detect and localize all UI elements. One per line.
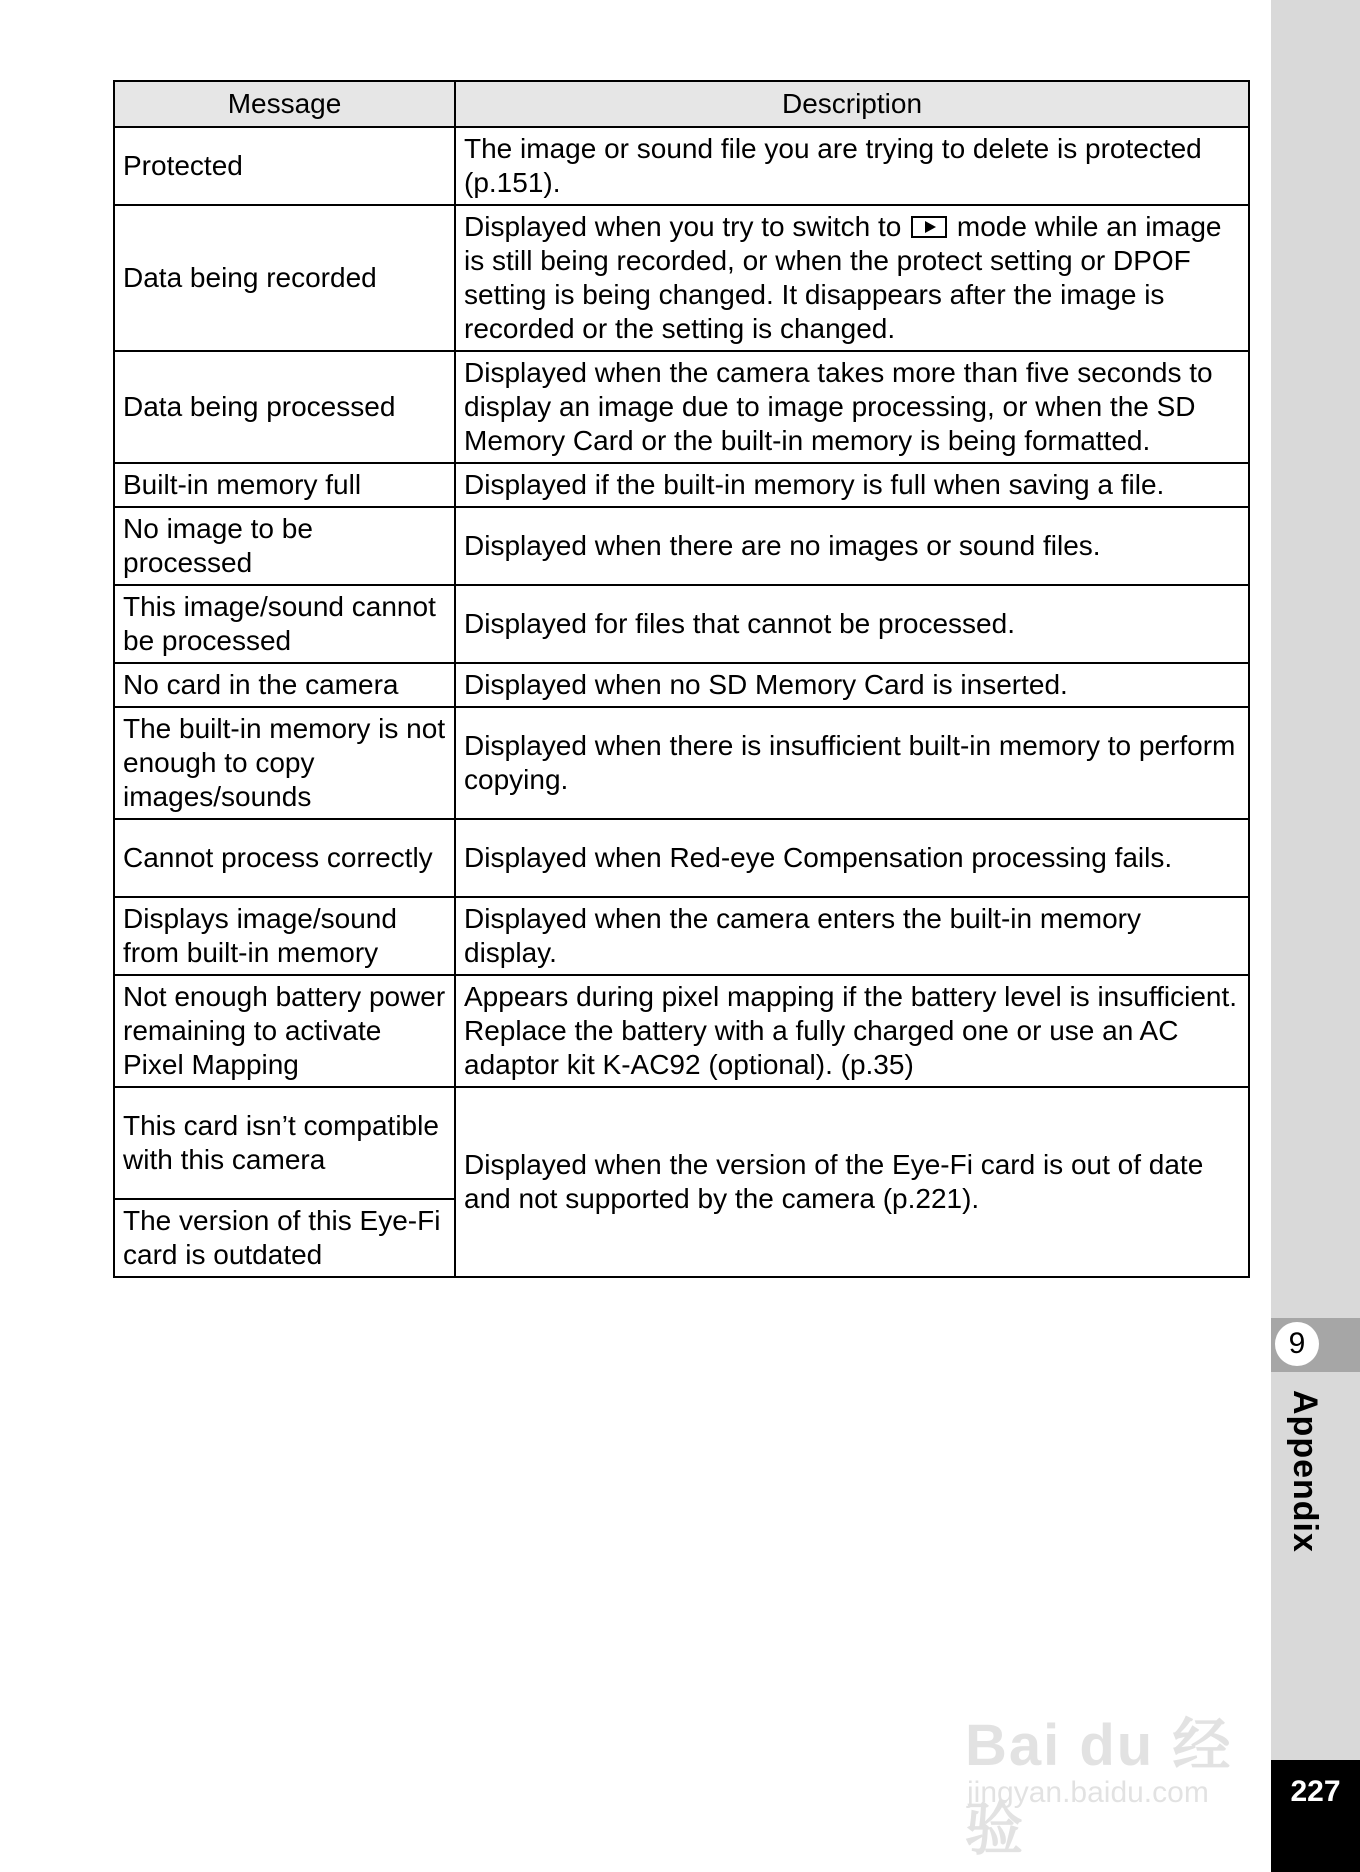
message-cell: This card isn’t compatible with this camera — [114, 1087, 455, 1199]
description-text: mode while an image is still being recorded, or when the protect setting or DPOF setting is being changed. It disappears after the image is recorded or the setting is changed. — [464, 211, 1222, 344]
message-cell: Displays image/sound from built-in memory — [114, 897, 455, 975]
message-cell: The built-in memory is not enough to copy images/sounds — [114, 707, 455, 819]
description-cell: Appears during pixel mapping if the battery level is insufficient. Replace the battery with a fully charged one or use an AC adaptor kit K-AC92 (optional). (p.35) — [455, 975, 1249, 1087]
description-cell: Displayed when the camera enters the built-in memory display. — [455, 897, 1249, 975]
column-header-description: Description — [455, 81, 1249, 127]
table-row — [114, 707, 1249, 819]
chapter-number-badge: 9 — [1275, 1322, 1319, 1366]
description-cell: Displayed when there is insufficient built-in memory to perform copying. — [455, 707, 1249, 819]
chapter-title: Appendix — [1286, 1390, 1324, 1553]
message-cell: Data being recorded — [114, 205, 455, 351]
playback-mode-icon — [911, 216, 947, 238]
message-cell: Cannot process correctly — [114, 819, 455, 897]
table-row — [114, 663, 1249, 707]
table-row — [114, 507, 1249, 585]
chapter-sidebar — [1271, 0, 1360, 1872]
description-cell: Displayed for files that cannot be processed. — [455, 585, 1249, 663]
table-row — [114, 897, 1249, 975]
message-cell: Built-in memory full — [114, 463, 455, 507]
watermark-url: jingyan.baidu.com — [967, 1776, 1209, 1809]
table-row — [114, 975, 1249, 1087]
table-row — [114, 351, 1249, 463]
description-cell: Displayed when the camera takes more than five seconds to display an image due to image processing, or when the SD Memory Card or the built-in memory is being formatted. — [455, 351, 1249, 463]
message-cell: No card in the camera — [114, 663, 455, 707]
description-cell: Displayed when no SD Memory Card is inserted. — [455, 663, 1249, 707]
description-cell: The image or sound file you are trying to delete is protected (p.151). — [455, 127, 1249, 205]
description-cell: Displayed when there are no images or sound files. — [455, 507, 1249, 585]
error-message-table — [113, 80, 1250, 1278]
message-cell: The version of this Eye-Fi card is outdated — [114, 1199, 455, 1277]
table-row — [114, 463, 1249, 507]
description-cell: Displayed when Red-eye Compensation processing fails. — [455, 819, 1249, 897]
watermark — [965, 1668, 1265, 1862]
table-row — [114, 1087, 1249, 1199]
table-row — [114, 205, 1249, 351]
message-cell: This image/sound cannot be processed — [114, 585, 455, 663]
table-row — [114, 127, 1249, 205]
table-row — [114, 585, 1249, 663]
column-header-message: Message — [114, 81, 455, 127]
description-cell: Displayed if the built-in memory is full when saving a file. — [455, 463, 1249, 507]
table-row — [114, 819, 1249, 897]
table-header-row — [114, 81, 1249, 127]
message-cell: Data being processed — [114, 351, 455, 463]
message-cell: No image to be processed — [114, 507, 455, 585]
message-cell: Not enough battery power remaining to activate Pixel Mapping — [114, 975, 455, 1087]
message-cell: Protected — [114, 127, 455, 205]
description-cell — [455, 205, 1249, 351]
description-cell: Displayed when the version of the Eye-Fi card is out of date and not supported by the camera (p.221). — [455, 1087, 1249, 1277]
description-text: Displayed when you try to switch to — [464, 211, 902, 242]
watermark-brand: Bai du 经验 — [965, 1713, 1233, 1862]
page-number: 227 — [1290, 1775, 1341, 1808]
